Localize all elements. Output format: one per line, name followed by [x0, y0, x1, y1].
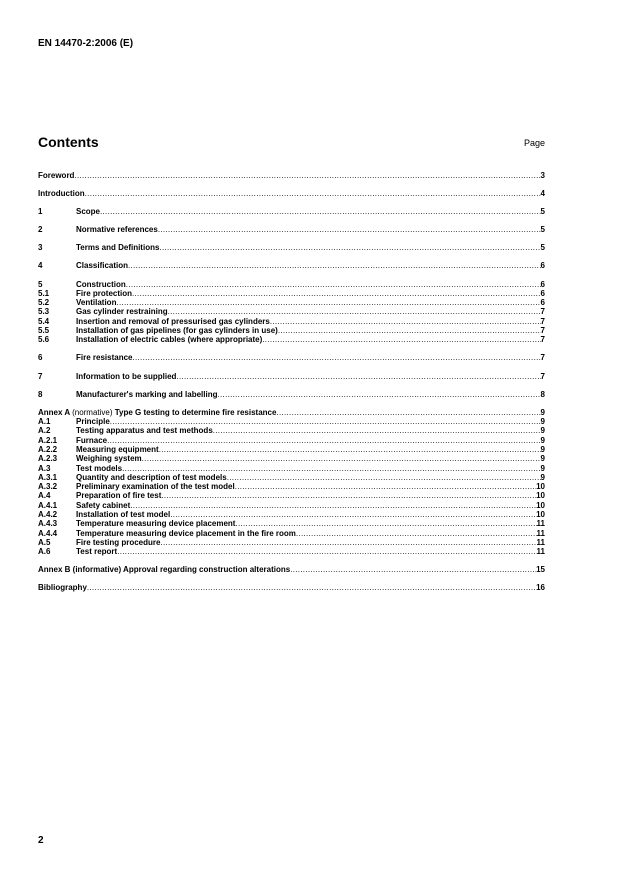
toc-entry-number: 8: [38, 389, 43, 399]
dot-leader: [126, 280, 541, 289]
dot-leader: [128, 261, 541, 270]
toc-entry-page: 9: [540, 407, 545, 417]
toc-entry-a4-1[interactable]: [38, 501, 545, 510]
toc-entry-page: 7: [540, 335, 545, 345]
dot-leader: [213, 426, 541, 435]
toc-entry-number: 5.3: [38, 307, 50, 317]
toc-entry-page: 7: [540, 371, 545, 381]
toc-entry-number: A.2.1: [38, 435, 58, 445]
toc-entry-number: 2: [38, 225, 43, 235]
toc-entry-fire-protection[interactable]: [38, 289, 545, 298]
toc-entry-number: A.1: [38, 417, 51, 427]
toc-entry-number: A.4.4: [38, 528, 58, 538]
toc-entry-a2-3[interactable]: [38, 454, 545, 463]
toc-entry-page: 6: [540, 261, 545, 271]
dot-leader: [227, 473, 541, 482]
toc-entry-number: 5.6: [38, 335, 50, 345]
toc-entry-title: Bibliography: [38, 583, 87, 593]
toc-entry-number: A.2.2: [38, 444, 58, 454]
toc-entry-number: A.2.3: [38, 454, 58, 464]
toc-entry-gas-cylinder-restraining[interactable]: [38, 307, 545, 316]
toc-entry-title: Test models: [76, 463, 123, 473]
toc-entry-ventilation[interactable]: [38, 298, 545, 307]
toc-entry-a3-1[interactable]: [38, 473, 545, 482]
toc-entry-foreword[interactable]: [38, 171, 545, 180]
toc-entry-page: 11: [536, 537, 545, 547]
toc-entry-title: [38, 408, 276, 417]
toc-entry-annex-a[interactable]: [38, 408, 545, 417]
toc-entry-page: 11: [536, 547, 545, 557]
page-column-label: Page: [523, 138, 545, 148]
toc-entry-title: Measuring equipment: [76, 444, 159, 454]
dot-leader: [132, 353, 540, 362]
dot-leader: [107, 436, 540, 445]
toc-entry-title: Fire protection: [76, 288, 133, 298]
toc-entry-title: Terms and Definitions: [76, 243, 160, 253]
toc-entry-page: 6: [540, 279, 545, 289]
toc-entry-title: Construction: [76, 279, 126, 289]
contents-title: Contents: [38, 134, 99, 150]
toc-entry-page: 9: [540, 463, 545, 473]
annex-label: Annex A: [38, 407, 73, 417]
page-number: 2: [38, 835, 44, 846]
toc-entry-title: Scope: [76, 207, 101, 217]
toc-entry-title: Preliminary examination of the test model: [76, 482, 235, 492]
toc-entry-a2[interactable]: [38, 426, 545, 435]
dot-leader: [235, 519, 536, 528]
toc-entry-a2-2[interactable]: [38, 445, 545, 454]
toc-entry-a5[interactable]: [38, 538, 545, 547]
toc-entry-number: A.4.2: [38, 509, 58, 519]
dot-leader: [130, 501, 536, 510]
toc-entry-normative-references[interactable]: [38, 225, 545, 234]
dot-leader: [142, 454, 541, 463]
toc-entry-title: Quantity and description of test models: [76, 472, 227, 482]
toc-entry-number: 5.1: [38, 288, 50, 298]
dot-leader: [74, 171, 540, 180]
toc-entry-number: A.4.1: [38, 500, 58, 510]
dot-leader: [87, 583, 536, 592]
dot-leader: [159, 243, 540, 252]
toc-entry-a4-4[interactable]: [38, 529, 545, 538]
toc-entry-title: Fire testing procedure: [76, 537, 161, 547]
toc-entry-page: 5: [540, 225, 545, 235]
toc-entry-a3-2[interactable]: [38, 482, 545, 491]
toc-entry-title: Temperature measuring device placement: [76, 519, 236, 529]
toc-entry-page: 6: [540, 288, 545, 298]
toc-entry-page: 7: [540, 316, 545, 326]
dot-leader: [168, 307, 541, 316]
toc-entry-number: A.4.3: [38, 519, 58, 529]
toc-entry-electric-cables[interactable]: [38, 335, 545, 344]
toc-entry-number: A.3.2: [38, 482, 58, 492]
toc-entry-page: 5: [540, 243, 545, 253]
toc-entry-title: Insertion and removal of pressurised gas cylinders: [76, 316, 270, 326]
toc-entry-title: Gas cylinder restraining: [76, 307, 168, 317]
dot-leader: [161, 491, 536, 500]
toc-entry-page: 7: [540, 353, 545, 363]
dot-leader: [160, 538, 536, 547]
toc-entry-annex-b[interactable]: [38, 565, 545, 574]
dot-leader: [170, 510, 536, 519]
toc-entry-information-supplied[interactable]: [38, 372, 545, 381]
toc-entry-page: 10: [536, 491, 545, 501]
toc-entry-number: A.4: [38, 491, 51, 501]
toc-entry-title: Information to be supplied: [76, 371, 177, 381]
toc-entry-number: 6: [38, 353, 43, 363]
toc-entry-a4[interactable]: [38, 491, 545, 500]
toc-entry-page: 11: [536, 519, 545, 529]
toc-entry-page: 11: [536, 528, 545, 538]
toc-entry-number: A.3.1: [38, 472, 58, 482]
document-id: EN 14470-2:2006 (E): [38, 38, 134, 49]
toc-entry-a4-3[interactable]: [38, 519, 545, 528]
dot-leader: [110, 417, 541, 426]
toc-entry-scope[interactable]: [38, 207, 545, 216]
toc-entry-page: 10: [536, 509, 545, 519]
toc-entry-page: 4: [540, 189, 545, 199]
toc-entry-bibliography[interactable]: [38, 583, 545, 592]
dot-leader: [276, 408, 540, 417]
toc-entry-number: A.6: [38, 547, 51, 557]
toc-entry-title: Installation of electric cables (where appropriate): [76, 335, 263, 345]
toc-entry-page: 9: [540, 435, 545, 445]
toc-entry-page: 3: [540, 171, 545, 180]
toc-entry-title: Furnace: [76, 435, 108, 445]
dot-leader: [270, 317, 541, 326]
toc-entry-page: 9: [540, 444, 545, 454]
table-of-contents: [38, 171, 545, 593]
toc-entry-page: 8: [540, 389, 545, 399]
toc-entry-number: 5.5: [38, 326, 50, 336]
dot-leader: [117, 547, 536, 556]
dot-leader: [158, 225, 541, 234]
dot-leader: [278, 326, 541, 335]
toc-entry-title: Test report: [76, 547, 118, 557]
toc-entry-page: 9: [540, 426, 545, 436]
annex-type: (normative): [72, 407, 113, 417]
toc-entry-page: 7: [540, 326, 545, 336]
toc-entry-page: 9: [540, 472, 545, 482]
toc-entry-title: Installation of test model: [76, 509, 171, 519]
toc-entry-number: 5.2: [38, 298, 50, 308]
dot-leader: [132, 289, 541, 298]
toc-entry-a2-1[interactable]: [38, 436, 545, 445]
toc-entry-number: A.3: [38, 463, 51, 473]
dot-leader: [85, 189, 541, 198]
toc-entry-number: 5.4: [38, 316, 50, 326]
toc-entry-title: Classification: [76, 261, 129, 271]
dot-leader: [116, 298, 540, 307]
toc-entry-insertion-removal[interactable]: [38, 317, 545, 326]
toc-entry-manufacturer-marking[interactable]: [38, 390, 545, 399]
toc-entry-title: Normative references: [76, 225, 158, 235]
toc-entry-title: Principle: [76, 417, 110, 427]
dot-leader: [235, 482, 536, 491]
toc-entry-a1[interactable]: [38, 417, 545, 426]
toc-entry-page: 9: [540, 417, 545, 427]
toc-entry-a4-2[interactable]: [38, 510, 545, 519]
toc-entry-title: Ventilation: [76, 298, 117, 308]
annex-title: Type G testing to determine fire resistance: [112, 407, 277, 417]
dot-leader: [122, 464, 540, 473]
dot-leader: [100, 207, 541, 216]
toc-entry-number: 3: [38, 243, 43, 253]
toc-entry-a3[interactable]: [38, 464, 545, 473]
toc-entry-number: 7: [38, 371, 43, 381]
dot-leader: [290, 565, 536, 574]
dot-leader: [296, 529, 537, 538]
toc-entry-title: Preparation of fire test: [76, 491, 162, 501]
toc-entry-gas-pipelines[interactable]: [38, 326, 545, 335]
toc-entry-page: 6: [540, 298, 545, 308]
toc-entry-page: 7: [540, 307, 545, 317]
toc-entry-title: Manufacturer's marking and labelling: [76, 389, 218, 399]
toc-entry-construction[interactable]: [38, 280, 545, 289]
dot-leader: [176, 372, 540, 381]
toc-entry-page: 15: [536, 565, 545, 575]
toc-entry-number: 1: [38, 207, 43, 217]
toc-entry-introduction[interactable]: [38, 189, 545, 198]
toc-entry-page: 9: [540, 454, 545, 464]
toc-entry-number: A.5: [38, 537, 51, 547]
toc-entry-title: Foreword: [38, 171, 75, 180]
dot-leader: [262, 335, 540, 344]
toc-entry-title: Introduction: [38, 189, 85, 199]
toc-entry-terms-definitions[interactable]: [38, 243, 545, 252]
toc-entry-page: 5: [540, 207, 545, 217]
dot-leader: [218, 390, 541, 399]
toc-entry-title: Annex B (informative) Approval regarding construction alterations: [38, 565, 291, 575]
toc-entry-page: 16: [536, 583, 545, 593]
toc-entry-title: Weighing system: [76, 454, 142, 464]
toc-entry-number: 4: [38, 261, 43, 271]
toc-entry-title: Installation of gas pipelines (for gas cylinders in use): [76, 326, 278, 336]
toc-entry-fire-resistance[interactable]: [38, 353, 545, 362]
dot-leader: [159, 445, 541, 454]
toc-entry-title: Fire resistance: [76, 353, 133, 363]
toc-entry-number: 5: [38, 279, 43, 289]
toc-entry-title: Temperature measuring device placement in the fire room: [76, 528, 296, 538]
toc-entry-title: Safety cabinet: [76, 500, 131, 510]
toc-entry-page: 10: [536, 500, 545, 510]
toc-entry-classification[interactable]: [38, 261, 545, 270]
toc-entry-page: 10: [536, 482, 545, 492]
toc-entry-a6[interactable]: [38, 547, 545, 556]
toc-entry-title: Testing apparatus and test methods: [76, 426, 213, 436]
toc-entry-number: A.2: [38, 426, 51, 436]
